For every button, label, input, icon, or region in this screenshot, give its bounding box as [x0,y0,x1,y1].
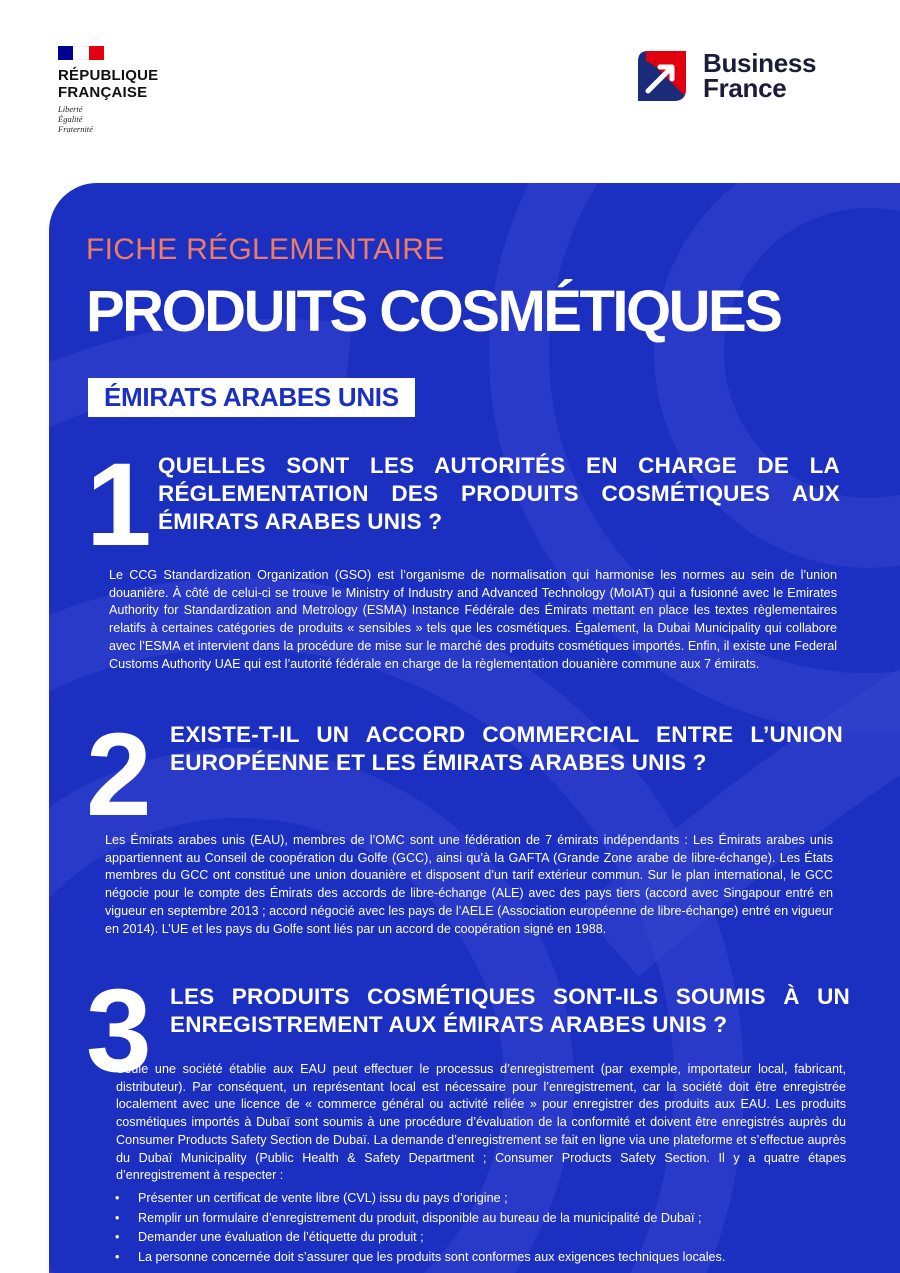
section-number-2: 2 [86,709,146,841]
section-question-2: EXISTE-T-IL UN ACCORD COMMERCIAL ENTRE L’UNION EUROPÉENNE ET LES ÉMIRATS ARABES UNIS ? [170,722,843,775]
french-flag-icon [58,46,104,60]
registration-steps-list [114,1189,804,1267]
business-france-logo [630,45,816,107]
content-panel [49,183,900,1273]
list-item: • Présenter un certificat de vente libre (CVL) issu du pays d’origine ; [114,1189,804,1209]
page-title: PRODUITS COSMÉTIQUES [86,279,781,344]
section-question-3: LES PRODUITS COSMÉTIQUES SONT-ILS SOUMIS À UN ENREGISTREMENT AUX ÉMIRATS ARABES UNIS ? [170,984,850,1037]
section-question-1: QUELLES SONT LES AUTORITÉS EN CHARGE DE LA RÉGLEMENTATION DES PRODUITS COSMÉTIQUES AUX ÉMIRATS ARABES UNIS ? [158,453,840,534]
bf-line2: France [703,73,787,103]
motto-liberte: Liberté [58,104,83,114]
section-number-3: 3 [86,965,146,1097]
bf-line1: Business [703,48,817,78]
motto-egalite: Égalité [58,114,83,124]
section-body-3: Seule une société établie aux EAU peut effectuer le processus d’enregistrement (par exemple, importateur local, fabricant, distributeur). Par conséquent, un représentant local est nécessaire pour l’enregistrement, car la société doit être enregistrée localement avec une licence de « commerce général ou activité reliée » pour enregistrer des produits aux EAU. Les produits cosmétiques importés à Dubaï sont soumis à une procédure d’évaluation de la conformité et doivent être enregistrés auprès du Consumer Products Safety Section de Dubaï. La demande d’enregistrement se fait en ligne via une plateforme et s’effectue auprès du Dubaï Municipality (Public Health & Safety Department ; Consumer Products Safety Section. Il y a quatre étapes d’enregistrement à respecter : [116,1062,846,1183]
panel-content [49,183,900,1273]
business-france-wordmark [703,48,817,103]
rf-line2: FRANÇAISE [58,84,148,101]
list-item: • Remplir un formulaire d’enregistrement du produit, disponible au bureau de la municipalité de Dubaï ; [114,1209,804,1229]
rf-line1: RÉPUBLIQUE [58,67,159,84]
section-body-1: Le CCG Standardization Organization (GSO) est l’organisme de normalisation qui harmonise les normes au sein de l’union douanière. À côté de celui-ci se trouve le Ministry of Industry and Advanced Technology (MoIAT) qui a fusionné avec le Emirates Authority for Standardization and Metrology (ESMA) Instance Fédérale des Émirats mettant en place les textes règlementaires relatifs à certaines catégories de produits « sensibles » tels que les cosmétiques. Également, la Dubai Municipality qui collabore avec l’ESMA et intervient dans la procédure de mise sur le marché des produits cosmétiques importés. Enfin, il existe une Federal Customs Authority UAE qui est l’autorité fédérale en charge de la règlementation douanière commune aux 7 émirats. [109,568,837,671]
republic-motto [58,104,158,134]
republique-francaise-logo [58,46,158,134]
section-number-1: 1 [86,439,146,571]
list-item: • Demander une évaluation de l’étiquette du produit ; [114,1228,804,1248]
motto-fraternite: Fraternité [58,124,93,134]
country-name: ÉMIRATS ARABES UNIS [104,382,399,412]
list-item: • La personne concernée doit s’assurer que les produits sont conformes aux exigences techniques locales. [114,1248,804,1268]
business-france-mark-icon [630,45,692,107]
section-body-2: Les Émirats arabes unis (EAU), membres de l’OMC sont une fédération de 7 émirats indépendants : Les Émirats arabes unis appartiennent au Conseil de coopération du Golfe (GCC), ainsi qu’à la GAFTA (Grande Zone arabe de libre-échange). Les États membres du GCC ont constitué une union douanière et disposent d’un tarif extérieur commun. Sur le plan international, le GCC négocie pour le compte des Émirats des accords de libre-échange (ALE) avec des pays tiers (accord avec Singapour entré en vigueur en septembre 2013 ; accord négocié avec les pays de l’AELE (Association européenne de libre-échange) entré en vigueur en 2014). L’UE et les pays du Golfe sont liés par un accord de coopération signé en 1988. [105,833,833,936]
country-badge [88,378,415,417]
document-kicker: FICHE RÉGLEMENTAIRE [86,233,445,266]
republique-francaise-name [58,67,158,101]
